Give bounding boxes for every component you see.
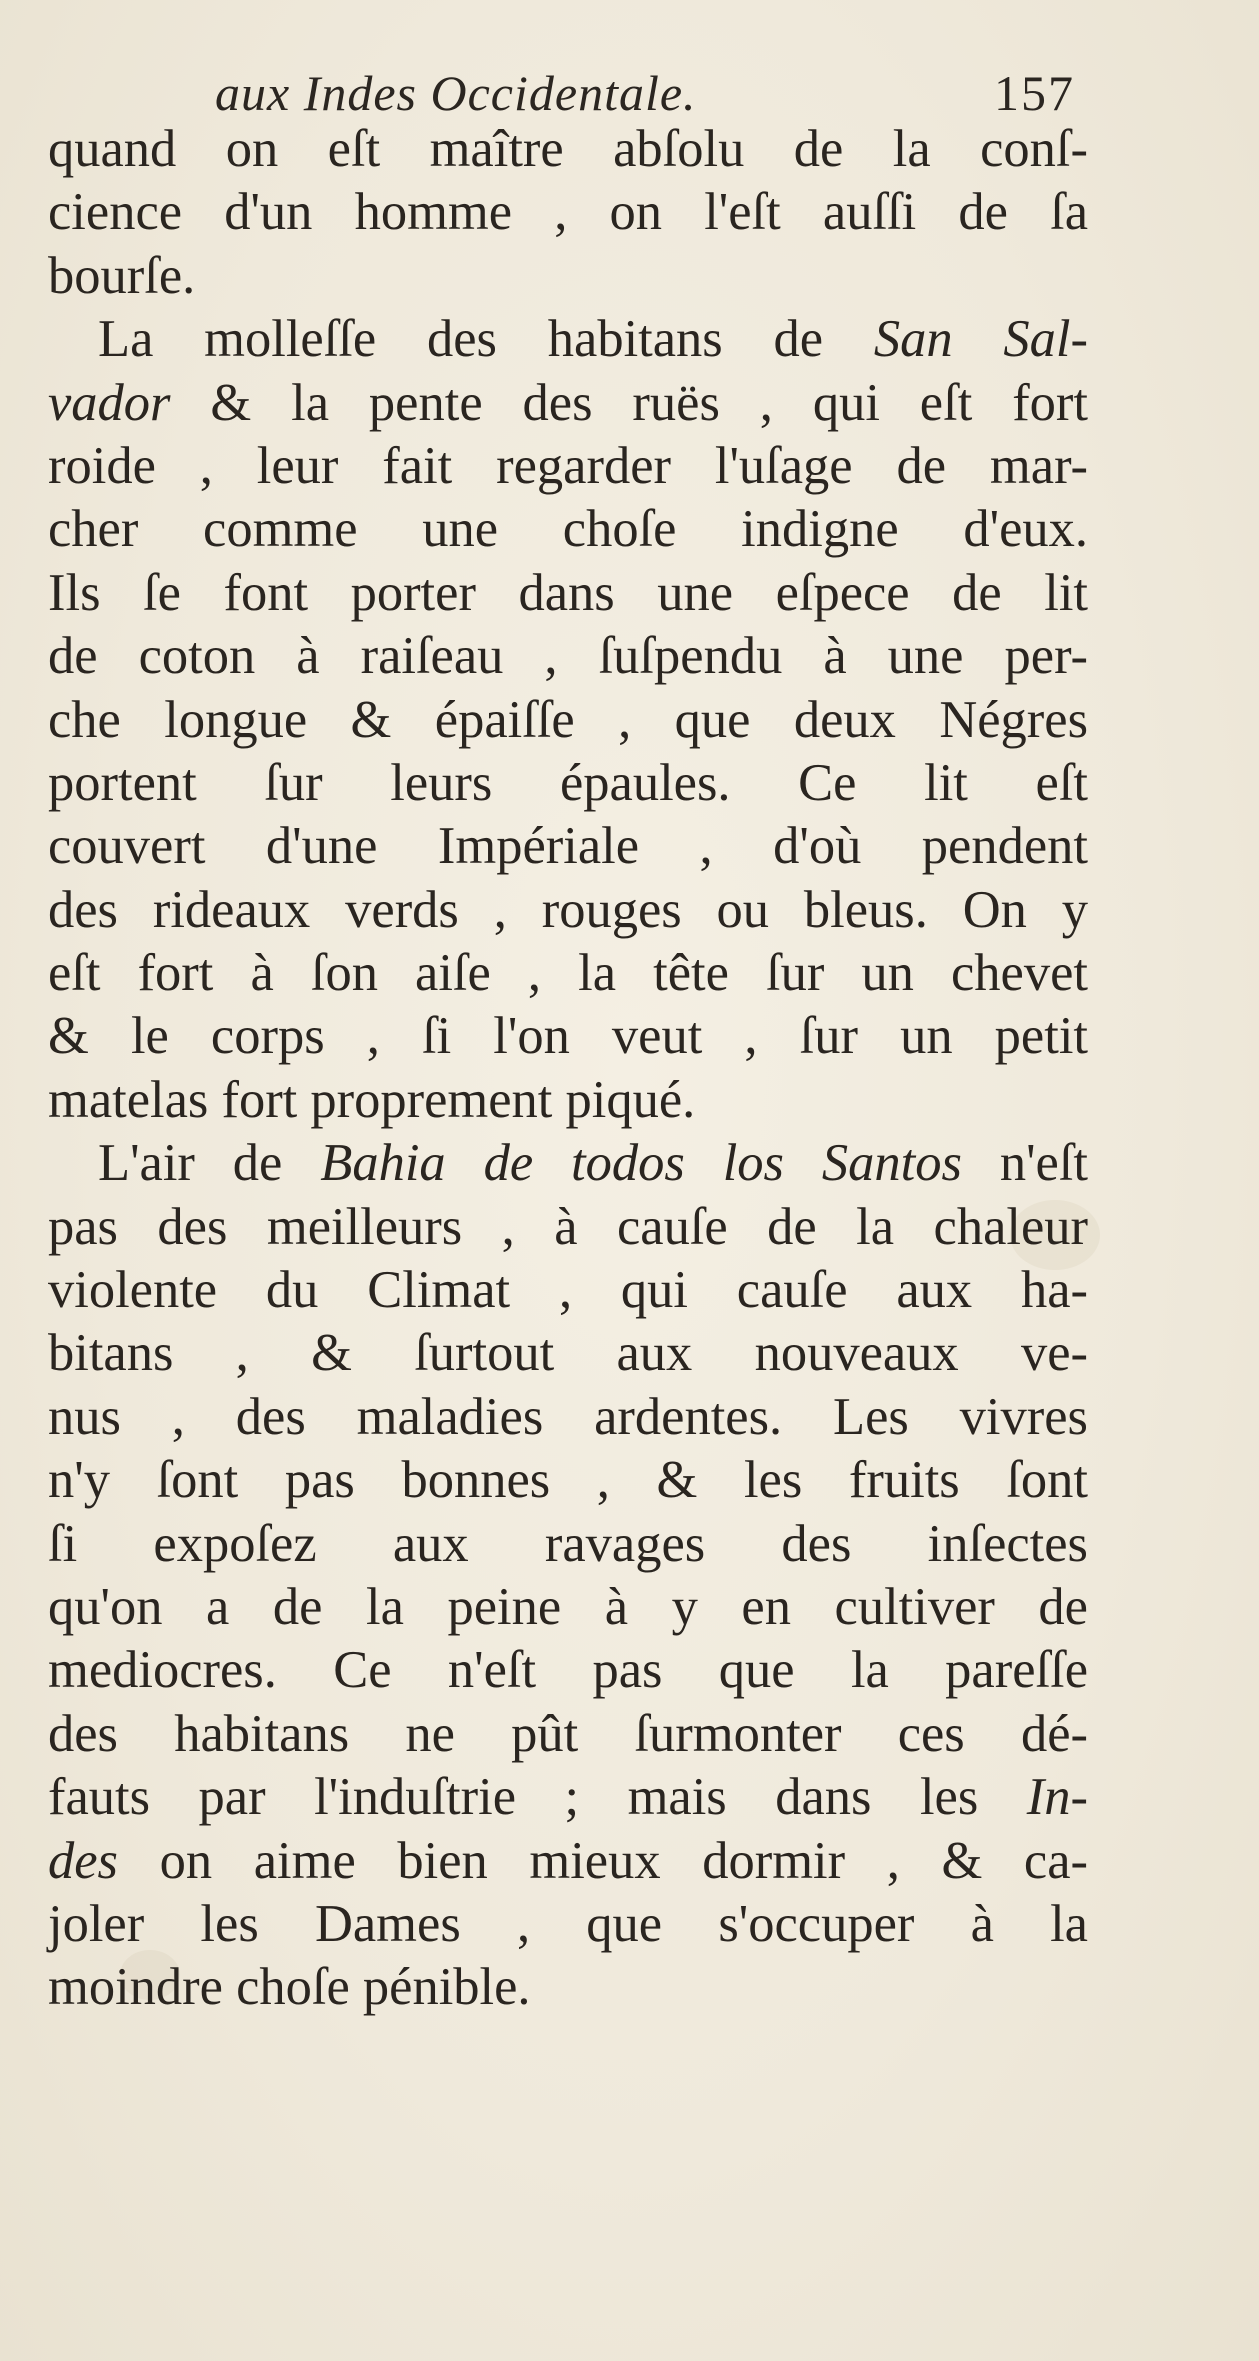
running-title: aux Indes Occidentale.	[215, 65, 697, 121]
text-line: eſt fort à ſon aiſe , la tête ſur un chevet	[48, 944, 1088, 1003]
italic-place-name: vador	[48, 373, 171, 432]
text-line: n'y ſont pas bonnes , & les fruits ſont	[48, 1451, 1088, 1510]
page-number: 157	[994, 65, 1075, 121]
text-line	[48, 372, 1088, 435]
italic-word: des	[48, 1831, 118, 1890]
text-line: des rideaux verds , rouges ou bleus. On y	[48, 880, 1088, 939]
text-line: couvert d'une Impériale , d'où pendent	[48, 817, 1088, 876]
text-segment: L'air de	[98, 1134, 321, 1193]
text-line	[48, 1132, 1088, 1195]
text-line: & le corps , ſi l'on veut , ſur un petit	[48, 1007, 1088, 1066]
text-segment: fauts par l'induſtrie ; mais dans les	[48, 1768, 1027, 1827]
text-line: cher comme une choſe indigne d'eux.	[48, 500, 1088, 559]
text-segment: & la pente des ruës , qui eſt fort	[170, 373, 1088, 432]
text-line: joler les Dames , que s'occuper à la	[48, 1894, 1088, 1953]
text-line: nus , des maladies ardentes. Les vivres	[48, 1387, 1088, 1446]
text-line: ſi expoſez aux ravages des inſectes	[48, 1514, 1088, 1573]
text-segment: La molleſſe des habitans de	[98, 310, 874, 369]
text-line	[48, 1830, 1088, 1893]
text-line: bourſe.	[48, 246, 196, 305]
text-line	[48, 308, 1088, 371]
text-line: qu'on a de la peine à y en cultiver de	[48, 1577, 1088, 1636]
text-segment: n'eſt	[961, 1134, 1088, 1193]
text-segment: on aime bien mieux dormir , & ca-	[117, 1831, 1088, 1890]
text-line: portent ſur leurs épaules. Ce lit eſt	[48, 753, 1088, 812]
text-line: quand on eſt maître abſolu de la conſ-	[48, 120, 1088, 178]
text-line: che longue & épaiſſe , que deux Négres	[48, 690, 1088, 749]
text-line: Ils ſe font porter dans une eſpece de lit	[48, 563, 1088, 622]
italic-place-name: San Sal-	[873, 310, 1088, 369]
text-line: de coton à raiſeau , ſuſpendu à une per-	[48, 627, 1088, 686]
text-line: moindre choſe pénible.	[48, 1958, 531, 2017]
text-line: cience d'un homme , on l'eſt auſſi de ſa	[48, 183, 1088, 242]
text-line: bitans , & ſurtout aux nouveaux ve-	[48, 1324, 1088, 1383]
text-line: mediocres. Ce n'eſt pas que la pareſſe	[48, 1641, 1088, 1700]
italic-word: In-	[1026, 1768, 1088, 1827]
text-line: matelas fort proprement piqué.	[48, 1070, 696, 1129]
text-line: roide , leur fait regarder l'uſage de mar-	[48, 436, 1088, 495]
text-line: violente du Climat , qui cauſe aux ha-	[48, 1261, 1088, 1320]
italic-place-name: Bahia de todos los Santos	[320, 1134, 962, 1193]
text-line: pas des meilleurs , à cauſe de la chaleur	[48, 1197, 1088, 1256]
body-text	[48, 118, 1088, 2020]
text-line	[48, 1766, 1088, 1829]
text-line: des habitans ne pût ſurmonter ces dé-	[48, 1704, 1088, 1763]
